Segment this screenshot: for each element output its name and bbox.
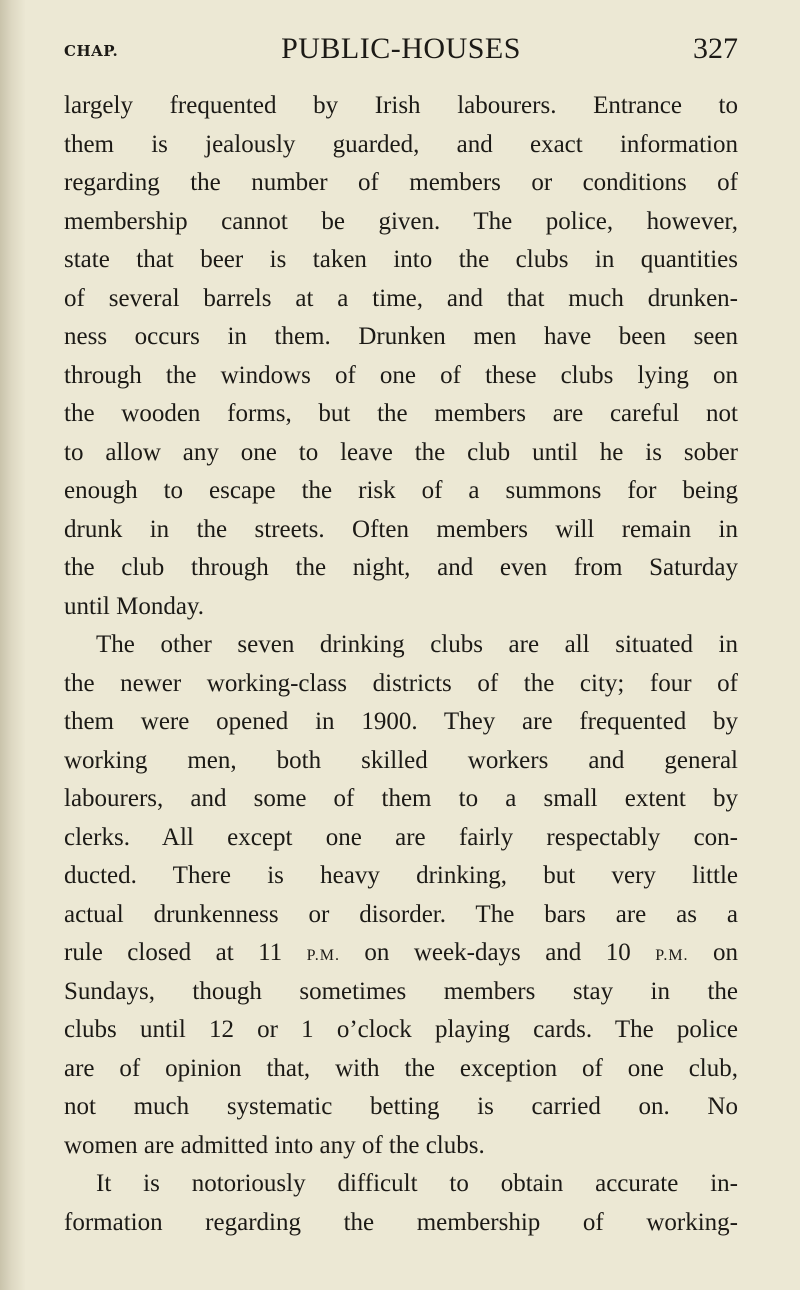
text-fragment: on week-days and 10 — [339, 939, 656, 966]
text-line: are of opinion that, with the exception of one club, — [64, 1054, 738, 1082]
text-line: membership cannot be given. The police, however, — [64, 207, 738, 235]
text-line: them is jealously guarded, and exact information — [64, 130, 738, 158]
text-line: drunk in the streets. Often members will remain in — [64, 515, 738, 543]
binding-shadow — [0, 0, 26, 1290]
text-line: largely frequented by Irish labourers. Entrance to — [64, 92, 738, 119]
text-line: the wooden forms, but the members are careful not — [64, 400, 738, 427]
text-line: clubs until 12 or 1 o’clock playing cards. The police — [64, 1016, 738, 1043]
text-line: women are admitted into any of the clubs. — [64, 1131, 485, 1159]
running-head — [64, 30, 738, 70]
text-line: to allow any one to leave the club until he is sober — [64, 438, 738, 466]
text-line — [64, 934, 738, 973]
text-line: ducted. There is heavy drinking, but very little — [64, 862, 738, 889]
text-line: of several barrels at a time, and that much drunken- — [64, 284, 738, 312]
small-caps-pm: P.M. — [655, 947, 689, 964]
text-line: not much systematic betting is carried on. No — [64, 1093, 738, 1120]
text-fragment: rule closed at 11 — [64, 939, 307, 966]
text-line: clerks. All except one are fairly respectably con- — [64, 823, 738, 851]
page-number: 327 — [693, 32, 738, 65]
text-line: The other seven drinking clubs are all situated in — [96, 631, 738, 658]
text-fragment: on — [688, 939, 739, 966]
text-line: state that beer is taken into the clubs in quantities — [64, 246, 738, 273]
text-line: Sundays, though sometimes members stay in the — [64, 977, 738, 1005]
text-line: actual drunkenness or disorder. The bars are as a — [64, 900, 738, 928]
text-line: formation regarding the membership of working- — [64, 1208, 738, 1236]
small-caps-pm: P.M. — [306, 947, 340, 964]
text-line: working men, both skilled workers and general — [64, 746, 738, 774]
text-line: through the windows of one of these clubs lying on — [64, 361, 738, 389]
text-line: ness occurs in them. Drunken men have been seen — [64, 323, 738, 350]
page-title: PUBLIC-HOUSES — [281, 32, 521, 65]
text-line: until Monday. — [64, 592, 205, 620]
text-line: regarding the number of members or conditions of — [64, 169, 738, 196]
body-text — [64, 87, 738, 1242]
chapter-label: CHAP. — [64, 42, 119, 60]
text-line: labourers, and some of them to a small extent by — [64, 785, 738, 812]
text-line: them were opened in 1900. They are frequented by — [64, 708, 738, 735]
text-line: It is notoriously difficult to obtain accurate in- — [96, 1170, 738, 1197]
text-line: the newer working-class districts of the city; four of — [64, 669, 738, 697]
text-line: enough to escape the risk of a summons for being — [64, 477, 738, 504]
text-line: the club through the night, and even from Saturday — [64, 554, 738, 581]
